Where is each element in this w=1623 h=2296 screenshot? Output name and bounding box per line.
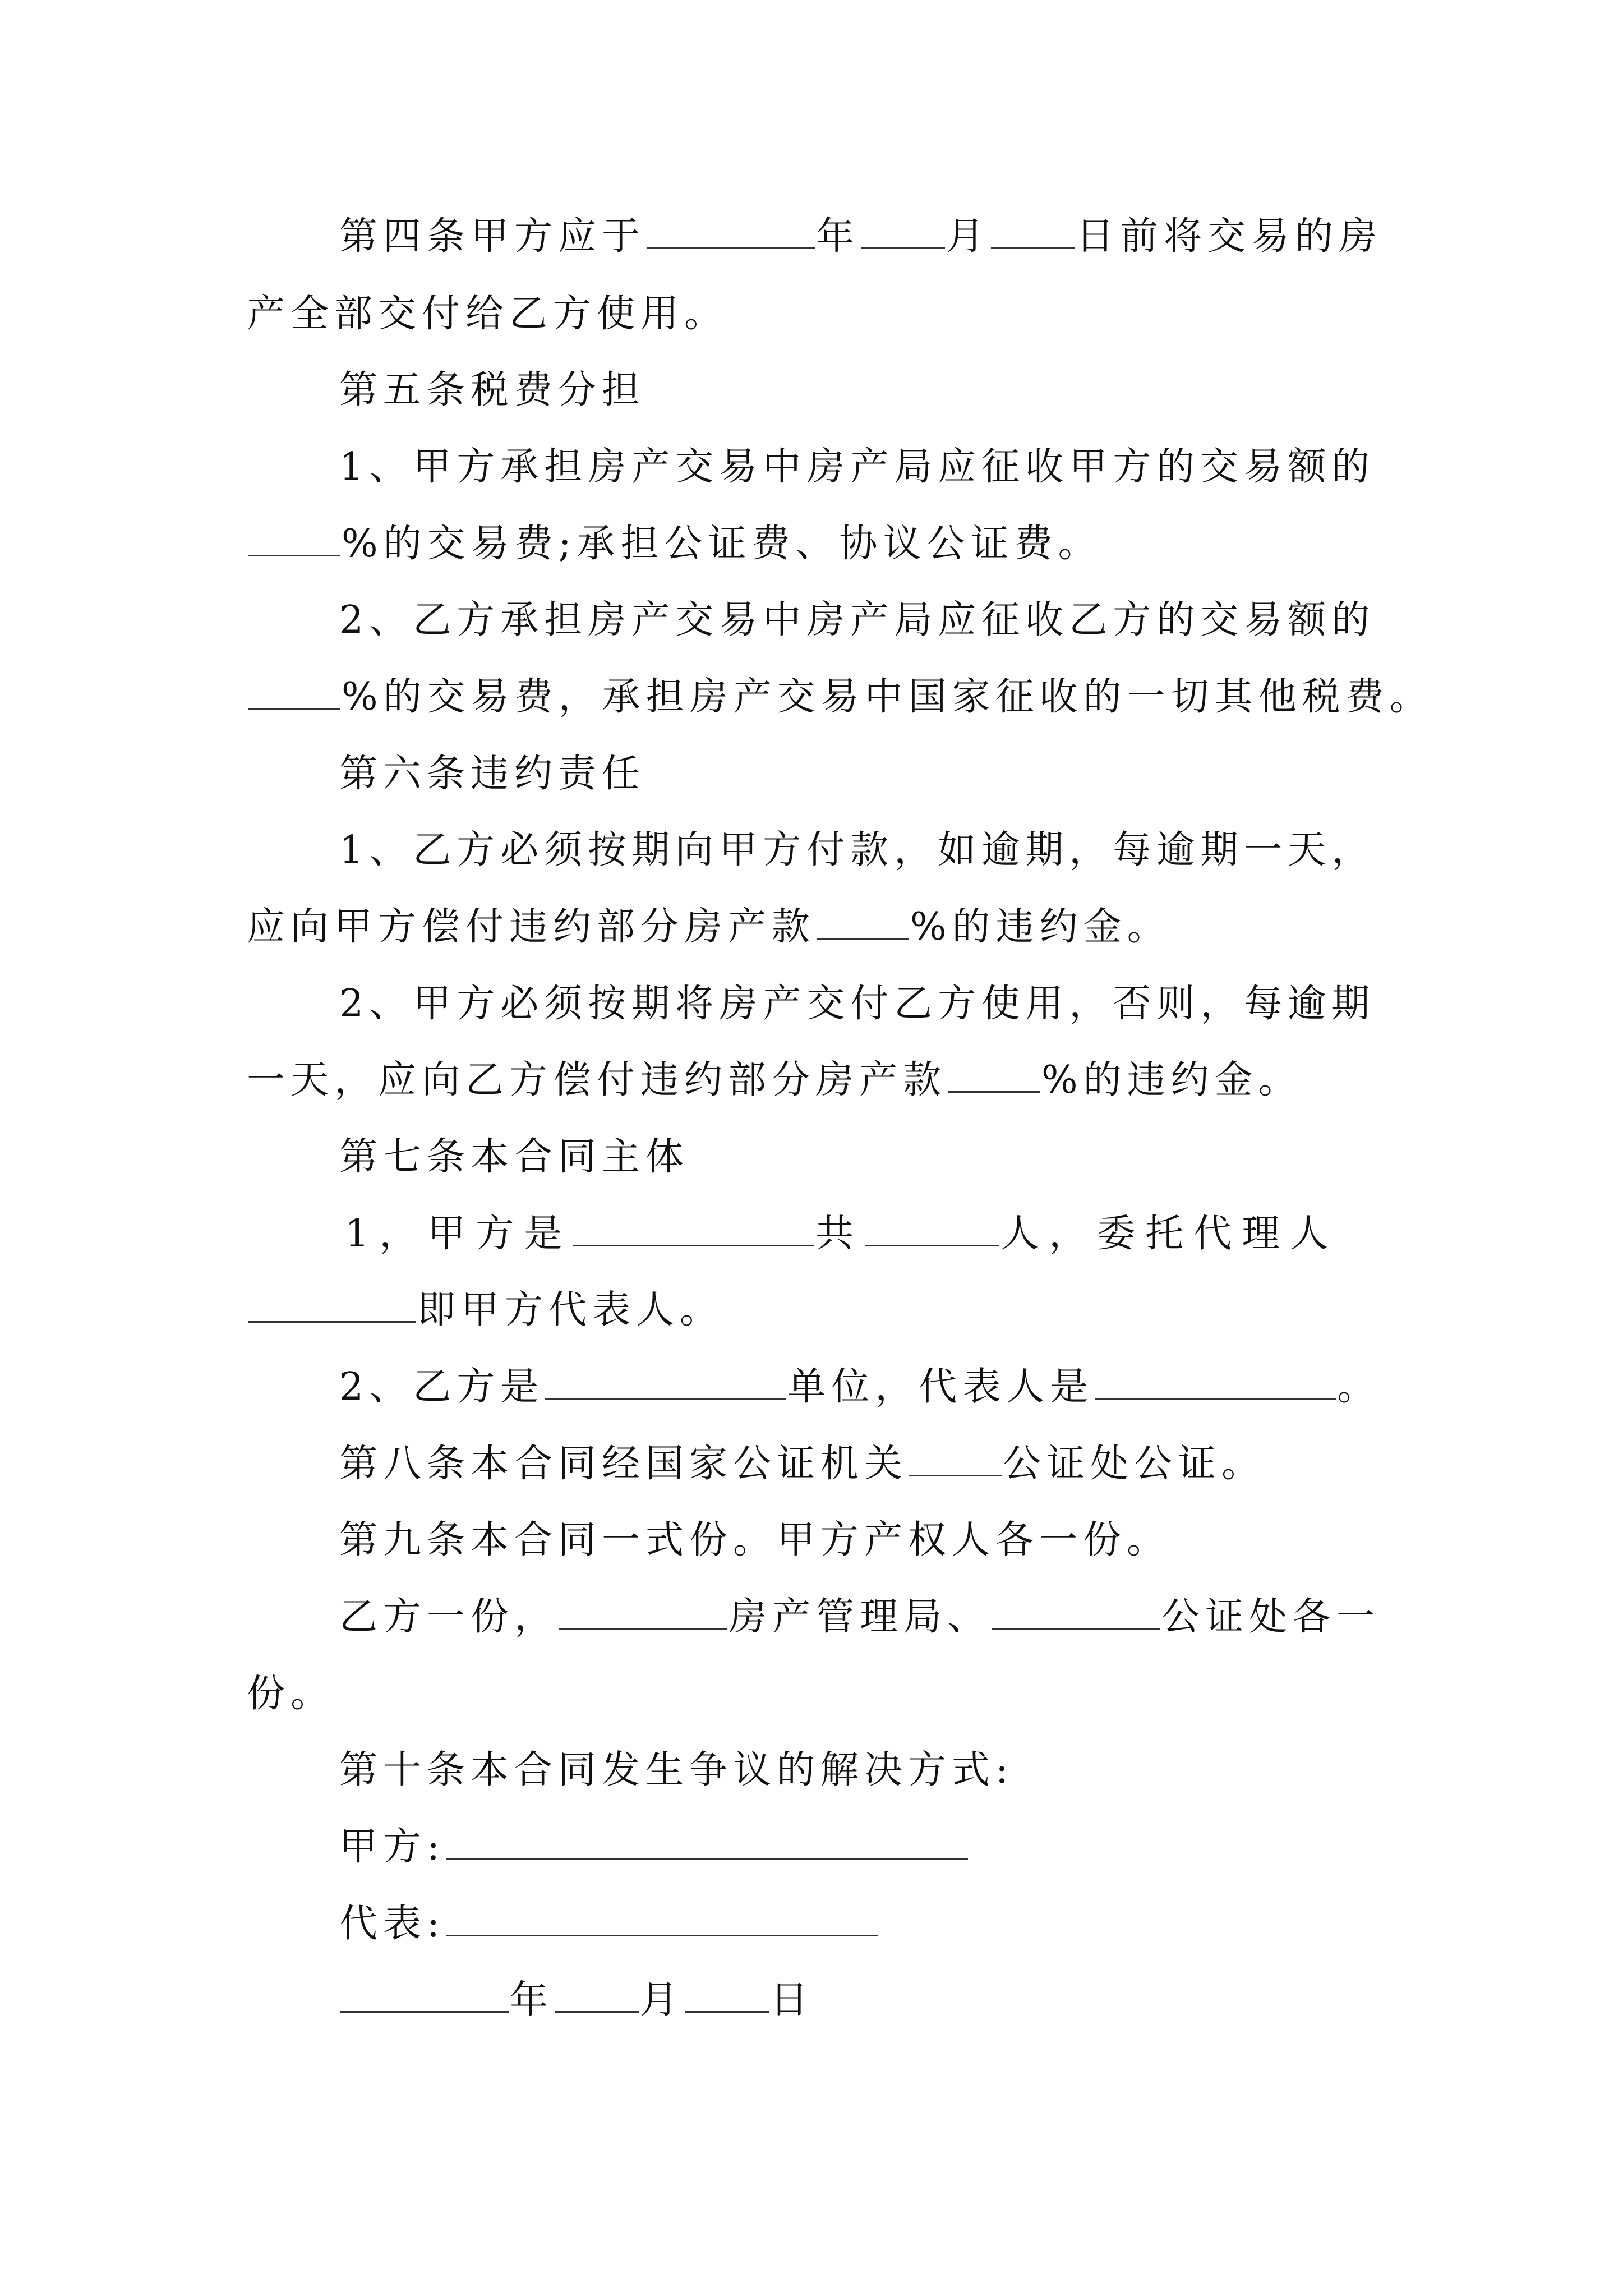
clause-text: 即甲方代表人。	[417, 1288, 724, 1332]
representative-label: 代表:	[339, 1902, 445, 1946]
article-9-copies	[339, 1595, 1380, 1640]
article-9-copies-cont	[247, 1672, 334, 1717]
article-9	[339, 1518, 1170, 1563]
clause-text: 一天，应向乙方偿付违约部分房产款	[247, 1058, 947, 1102]
article-6-clause-1	[339, 828, 1375, 873]
clause-text: 共	[815, 1212, 864, 1256]
clause-text: 。	[1337, 1365, 1381, 1409]
date-day-blank[interactable]	[685, 1978, 769, 2013]
month-blank[interactable]	[861, 215, 945, 249]
clause-text: 2、乙方承担房产交易中房产局应征收乙方的交易额的	[339, 598, 1376, 642]
article-7-clause-1-cont	[247, 1288, 723, 1333]
clause-text: 1，甲方是	[345, 1212, 573, 1256]
date-year-blank[interactable]	[340, 1978, 509, 2013]
notary-office-blank[interactable]	[992, 1595, 1160, 1630]
party-a-name-blank[interactable]	[573, 1212, 814, 1246]
clause-text: 应向甲方偿付违约部分房产款	[247, 905, 816, 949]
party-a-signature-line	[339, 1825, 969, 1870]
clause-text: %的交易费;承担公证费、协议公证费。	[342, 522, 1102, 566]
article-6-heading: 第六条违约责任	[339, 752, 646, 796]
article-6-clause-2-cont	[247, 1058, 1302, 1103]
article-6-clause-1-cont	[247, 905, 1171, 950]
article-10-heading: 第十条本合同发生争议的解决方式:	[339, 1748, 1014, 1792]
party-a-label: 甲方:	[339, 1825, 445, 1869]
article-5-clause-2	[339, 598, 1375, 643]
clause-text: 单位，代表人是	[787, 1365, 1094, 1409]
year-blank[interactable]	[647, 215, 815, 249]
percent-blank[interactable]	[817, 905, 909, 940]
year-label: 年	[816, 214, 860, 259]
notary-blank[interactable]	[909, 1442, 1002, 1476]
article-6-clause-2	[339, 982, 1375, 1027]
signing-date-line	[339, 1978, 814, 2023]
person-count-blank[interactable]	[865, 1212, 999, 1246]
article-5-clause-1	[339, 445, 1375, 490]
date-month-label: 月	[640, 1978, 684, 2022]
percent-blank[interactable]	[948, 1059, 1040, 1093]
representative-signature-line	[339, 1902, 879, 1947]
clause-text: 公证处各一	[1161, 1595, 1381, 1639]
clause-text: 1、甲方承担房产交易中房产局应征收甲方的交易额的	[339, 445, 1376, 489]
month-label: 月	[946, 214, 990, 259]
clause-text: 人，委托代理人	[1000, 1212, 1339, 1256]
article-8	[339, 1442, 1265, 1487]
agent-name-blank[interactable]	[248, 1289, 416, 1323]
day-blank[interactable]	[991, 215, 1075, 249]
clause-text: 2、乙方是	[339, 1365, 545, 1409]
date-month-blank[interactable]	[555, 1978, 639, 2013]
article-4-text: 第四条甲方应于	[339, 214, 646, 259]
article-10-title	[339, 1748, 1014, 1793]
representative-blank[interactable]	[1095, 1365, 1336, 1400]
clause-text: 房产管理局、	[728, 1595, 992, 1639]
article-6-title	[339, 752, 645, 797]
clause-text: 份。	[247, 1672, 335, 1716]
article-4-continuation: 产全部交付给乙方使用。	[247, 292, 728, 336]
article-5-title	[339, 368, 645, 413]
clause-text: %的违约金。	[910, 905, 1171, 949]
article-7-clause-1	[345, 1212, 1338, 1257]
party-b-unit-blank[interactable]	[545, 1365, 786, 1400]
party-a-signature-blank[interactable]	[446, 1825, 968, 1860]
article-5-clause-1-cont	[247, 522, 1102, 567]
article-7-clause-2	[339, 1365, 1381, 1410]
clause-text: 乙方一份，	[339, 1595, 559, 1639]
article-4-line-2	[247, 292, 728, 337]
article-4-text-tail: 日前将交易的房	[1076, 214, 1383, 259]
date-day-label: 日	[770, 1978, 814, 2022]
clause-text: 2、甲方必须按期将房产交付乙方使用，否则，每逾期	[339, 982, 1376, 1026]
article-5-clause-2-cont	[247, 675, 1433, 720]
clause-text: 第八条本合同经国家公证机关	[339, 1442, 909, 1486]
clause-text: 第九条本合同一式份。甲方产权人各一份。	[339, 1518, 1171, 1562]
article-5-heading: 第五条税费分担	[339, 368, 646, 412]
article-4-line-1	[339, 214, 1382, 259]
clause-text: 1、乙方必须按期向甲方付款，如逾期，每逾期一天，	[339, 828, 1376, 872]
housing-bureau-blank[interactable]	[559, 1595, 727, 1630]
article-7-title	[339, 1135, 689, 1180]
percent-blank[interactable]	[248, 522, 340, 556]
percent-blank[interactable]	[248, 675, 340, 710]
clause-text: %的违约金。	[1041, 1058, 1302, 1102]
date-year-label: 年	[510, 1978, 554, 2022]
representative-signature-blank[interactable]	[446, 1902, 878, 1936]
article-7-heading: 第七条本合同主体	[339, 1135, 690, 1179]
clause-text: %的交易费，承担房产交易中国家征收的一切其他税费。	[342, 675, 1433, 719]
clause-text: 公证处公证。	[1003, 1442, 1266, 1486]
